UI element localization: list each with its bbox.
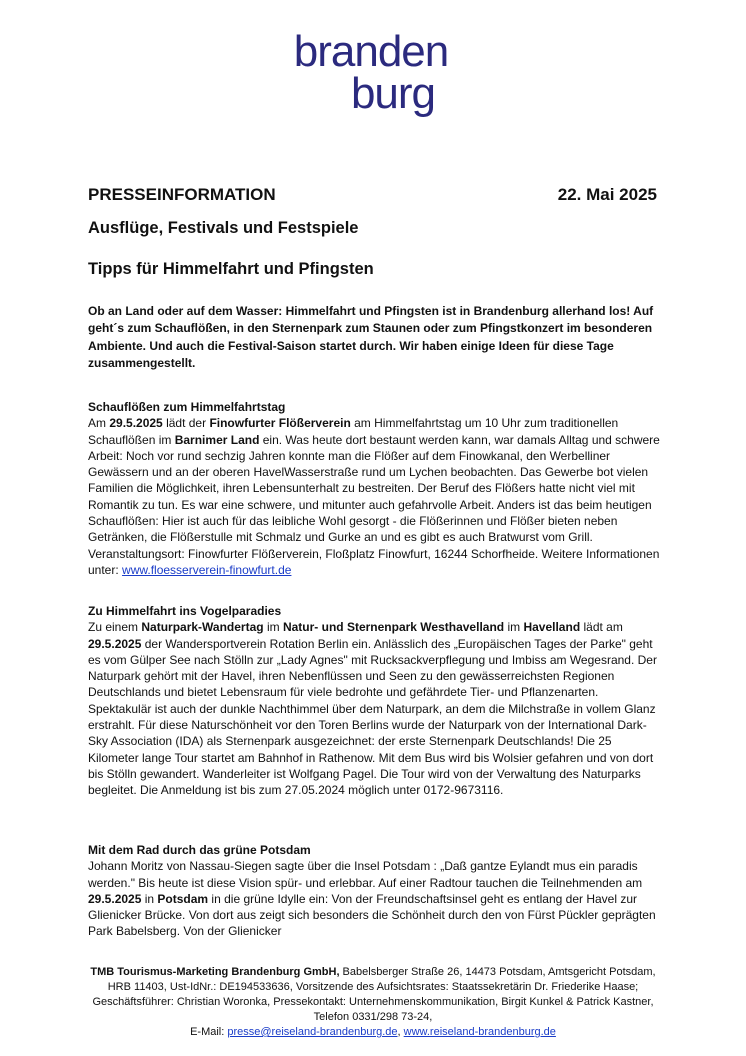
press-date: 22. Mai 2025: [557, 185, 657, 204]
website-link[interactable]: www.reiseland-brandenburg.de: [403, 1026, 556, 1038]
logo-wordmark-icon: [273, 28, 473, 118]
brandenburg-logo: [0, 28, 746, 118]
section-potsdam: [88, 842, 663, 940]
svg-text:branden: branden: [293, 28, 449, 76]
document-title: Ausflüge, Festivals und Festspiele: [88, 219, 359, 237]
press-label: PRESSEINFORMATION: [88, 185, 276, 204]
section-body: Zu einem Naturpark-Wandertag im Natur- und Sternenpark Westhavelland im Havelland lädt am 29.5.2025 der Wandersportverein Rotation Berlin ein. Anlässlich des „Europäischen Tages der Parke" geht es vom Gülper See nach Stölln zur „Lady Agnes" mit Rucksackverpflegung und Imbiss am Wegesrand. Der Naturpark gehört mit der Havel, ihren Nebenflüssen und Seen zu den gewässerreichsten Regionen Deutschlands und bietet Lebensraum für viele bedrohte und gefährdete Tier- und Pflanzenarten. Spektakulär ist auch der dunkle Nachthimmel über dem Naturpark, an dem die Milchstraße in vollem Glanz erstrahlt. Für diese Naturschönheit vor den Toren Berlins wurde der Naturpark von der International Dark-Sky Association (IDA) als Sternenpark ausgezeichnet: der erste Sternenpark Deutschlands! Die 25 Kilometer lange Tour startet am Bahnhof in Rathenow. Mit dem Bus wird bis Wolsier gefahren und von dort bis Stölln gewandert. Wanderleiter ist Wolfgang Pagel. Die Tour wird von der Verwaltung des Naturparks begleitet. Die Anmeldung ist bis zum 27.05.2024 möglich unter 0172-9673116.: [88, 620, 657, 798]
section-vogelparadies: [88, 603, 663, 799]
footer-company: TMB Tourismus-Marketing Brandenburg GmbH,: [90, 966, 340, 978]
section-heading: Zu Himmelfahrt ins Vogelparadies: [88, 604, 282, 618]
header-row: [88, 185, 657, 205]
section-body: Am 29.5.2025 lädt der Finowfurter Flößerverein am Himmelfahrtstag um 10 Uhr zum traditionellen Schauflößen im Barnimer Land ein. Was heute dort bestaunt werden kann, war damals Alltag und schwere Arbeit: Noch vor rund sechzig Jahren konnte man die Flößer auf dem Finowkanal, den Werbelliner Gewässern und an der oberen HavelWasserstraße rund um Lychen beobachten. Das Gewerbe bot vielen Familien die Möglichkeit, ihren Lebensunterhalt zu bestreiten. Der Beruf des Flößers hatte nicht viel mit Romantik zu tun. Es war eine schwere, und mitunter auch gefahrvolle Arbeit. Anders ist das beim heutigen Schauflößen: Hier ist auch für das leibliche Wohl gesorgt - die Flößerinnen und Flößer bieten neben Getränken, die Flößerstulle mit Schmalz und Gurke an und es gibt es auch Bratwurst vom Grill. Veranstaltungsort: Finowfurter Flößerverein, Floßplatz Finowfurt, 16244 Schorfheide. Weitere Informationen unter: www.floesserverein-finowfurt.de: [88, 416, 660, 577]
footer-imprint: TMB Tourismus-Marketing Brandenburg GmbH, Babelsberger Straße 26, 14473 Potsdam, Amtsgericht Potsdam, HRB 11403, Ust-IdNr.: DE194533636, Vorsitzende des Aufsichtsrates: Staatssekretärin Dr. Friederike Haase; Geschäftsführer: Christian Woronka, Pressekontakt: Unternehmenskommunikation, Birgit Kunkel & Patrick Kastner, Telefon 0331/298 73-24, E-Mail: presse@reiseland-brandenburg.de, www.reiseland-brandenburg.de: [90, 966, 656, 1038]
section-heading: Schauflößen zum Himmelfahrtstag: [88, 400, 286, 414]
floesserverein-link[interactable]: www.floesserverein-finowfurt.de: [122, 562, 292, 577]
section-schaufloessen: [88, 399, 663, 578]
section-heading: Mit dem Rad durch das grüne Potsdam: [88, 843, 311, 857]
lead-paragraph: Ob an Land oder auf dem Wasser: Himmelfahrt und Pfingsten ist in Brandenburg allerhand los! Auf geht´s zum Schauflößen, in den Sternenpark zum Staunen oder zum Pfingstkonzert im besonderen Ambiente. Und auch die Festival-Saison startet durch. Wir haben einige Ideen für diese Tage zusammengestellt.: [88, 304, 654, 370]
document-subtitle: Tipps für Himmelfahrt und Pfingsten: [88, 260, 374, 278]
svg-text:burg: burg: [350, 69, 436, 118]
email-link[interactable]: presse@reiseland-brandenburg.de: [227, 1026, 398, 1038]
section-body: Johann Moritz von Nassau-Siegen sagte über die Insel Potsdam : „Daß gantze Eylandt mus ein paradis werden." Bis heute ist diese Vision spür- und erlebbar. Auf einer Radtour tauchen die Teilnehmenden am 29.5.2025 in Potsdam in die grüne Idylle ein: Von der Freundschaftsinsel geht es entlang der Havel zur Glienicker Brücke. Von dort aus zeigt sich besonders die Schönheit durch den von Fürst Pückler geprägten Park Babelsberg. Von der Glienicker: [88, 859, 656, 939]
